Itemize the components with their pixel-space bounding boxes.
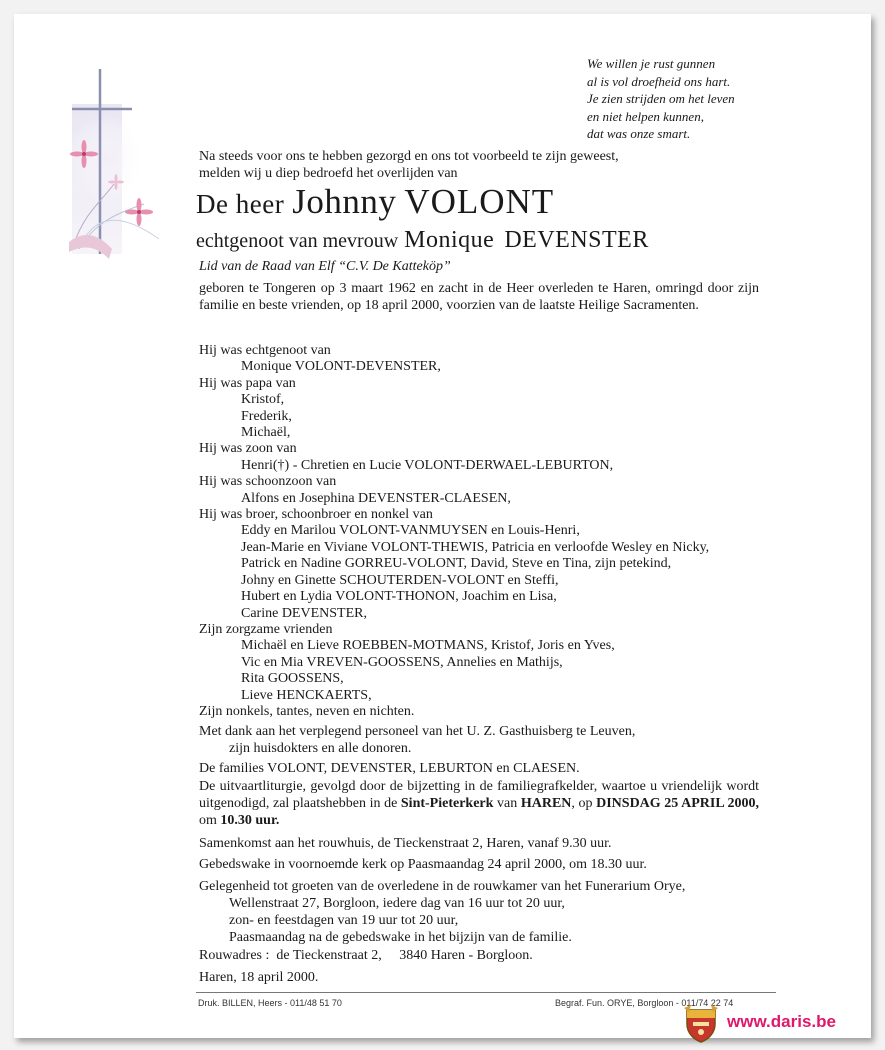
funeral-text-part: , op bbox=[571, 796, 597, 811]
child-entry: Frederik, bbox=[241, 408, 292, 424]
last-name: VOLONT bbox=[404, 182, 555, 221]
greeting-line: Gelegenheid tot groeten van de overledene in de rouwkamer van het Funerarium Orye, bbox=[199, 879, 686, 894]
greeting-line: zon- en feestdagen van 19 uur tot 20 uur, bbox=[229, 913, 459, 928]
greeting-line: Paasmaandag na de gebedswake in het bijzijn van de familie. bbox=[229, 930, 572, 945]
poem-line: We willen je rust gunnen bbox=[587, 56, 716, 71]
sibling-entry: Carine DEVENSTER, bbox=[241, 605, 367, 621]
town-name: HAREN bbox=[520, 796, 572, 811]
child-entry: Kristof, bbox=[241, 392, 285, 408]
deceased-name bbox=[196, 182, 554, 222]
first-name: Johnny bbox=[292, 182, 397, 221]
friend-entry: Vic en Mia VREVEN-GOOSSENS, Annelies en Mathijs, bbox=[241, 654, 563, 670]
mourning-address: Rouwadres : de Tieckenstraat 2, 3840 Haren - Borgloon. bbox=[199, 948, 533, 963]
place-date: Haren, 18 april 2000. bbox=[199, 970, 319, 985]
membership: Lid van de Raad van Elf “C.V. De Katteköp” bbox=[199, 259, 451, 274]
parents-heading: Hij was zoon van bbox=[199, 441, 297, 457]
sibling-entry: Patrick en Nadine GORREU-VOLONT, David, Steve en Tina, zijn petekind, bbox=[241, 556, 672, 572]
funeral-text-part: om bbox=[199, 813, 221, 828]
spouse-line bbox=[196, 227, 649, 254]
spouse-entry: Monique VOLONT-DEVENSTER, bbox=[241, 359, 441, 375]
friend-entry: Lieve HENCKAERTS, bbox=[241, 687, 372, 703]
parents-entry: Henri(†) - Chretien en Lucie VOLONT-DERWAEL-LEBURTON, bbox=[241, 457, 614, 473]
friends-heading: Zijn zorgzame vrienden bbox=[199, 621, 333, 637]
children-heading: Hij was papa van bbox=[199, 375, 296, 391]
child-entry: Michaël, bbox=[241, 425, 291, 441]
thanks-line: zijn huisdokters en alle donoren. bbox=[229, 740, 412, 756]
friend-entry: Michaël en Lieve ROEBBEN-MOTMANS, Kristof, Joris en Yves, bbox=[241, 638, 615, 654]
funeral-text-part: van bbox=[493, 796, 521, 811]
greeting-text bbox=[199, 878, 685, 946]
gathering-line: Samenkomst aan het rouwhuis, de Tieckenstraat 2, Haren, vanaf 9.30 uur. bbox=[199, 836, 612, 851]
spouse-last-name: DEVENSTER bbox=[504, 227, 649, 253]
footer-divider bbox=[196, 992, 776, 993]
sibling-entry: Eddy en Marilou VOLONT-VANMUYSEN en Louis-Henri, bbox=[241, 523, 580, 539]
siblings-heading: Hij was broer, schoonbroer en nonkel van bbox=[199, 507, 433, 523]
family-list bbox=[199, 343, 709, 778]
poem bbox=[587, 55, 735, 143]
printer-credit: Druk. BILLEN, Heers - 011/48 51 70 bbox=[198, 998, 342, 1008]
relatives-line: Zijn nonkels, tantes, neven en nichten. bbox=[199, 703, 415, 719]
spouse-first-name: Monique bbox=[404, 227, 495, 253]
church-name: Sint-Pieterkerk bbox=[400, 796, 494, 811]
spouse-prefix: echtgenoot van mevrouw bbox=[196, 230, 399, 252]
funeral-text bbox=[199, 778, 759, 829]
funeral-time: 10.30 uur. bbox=[220, 813, 280, 828]
crest-icon bbox=[683, 1004, 719, 1044]
poem-line: en niet helpen kunnen, bbox=[587, 108, 704, 124]
undertaker-credit: Begraf. Fun. ORYE, Borgloon - 011/74 22 74 bbox=[555, 998, 734, 1008]
sibling-entry: Hubert en Lydia VOLONT-THONON, Joachim en Lisa, bbox=[241, 589, 557, 605]
inlaws-heading: Hij was schoonzoon van bbox=[199, 474, 337, 490]
sibling-entry: Johny en Ginette SCHOUTERDEN-VOLONT en Steffi, bbox=[241, 572, 559, 588]
inlaws-entry: Alfons en Josephina DEVENSTER-CLAESEN, bbox=[241, 490, 511, 506]
friend-entry: Rita GOOSSENS, bbox=[241, 671, 344, 687]
watermark-url[interactable]: www.daris.be bbox=[727, 1012, 836, 1031]
sibling-entry: Jean-Marie en Viviane VOLONT-THEWIS, Patricia en verloofde Wesley en Nicky, bbox=[241, 539, 710, 555]
intro-line: Na steeds voor ons te hebben gezorgd en ons tot voorbeeld te zijn geweest, bbox=[199, 149, 619, 164]
thanks-line: Met dank aan het verplegend personeel van het U. Z. Gasthuisberg te Leuven, bbox=[199, 724, 636, 740]
poem-line: Je zien strijden om het leven bbox=[587, 91, 735, 106]
funeral-date: DINSDAG 25 APRIL 2000, bbox=[596, 796, 759, 811]
greeting-line: Wellenstraat 27, Borgloon, iedere dag van 16 uur tot 20 uur, bbox=[229, 896, 565, 911]
spouse-heading: Hij was echtgenoot van bbox=[199, 343, 331, 358]
poem-line: dat was onze smart. bbox=[587, 126, 691, 141]
families-line: De families VOLONT, DEVENSTER, LEBURTON en CLAESEN. bbox=[199, 761, 580, 777]
intro-line: melden wij u diep bedroefd het overlijden van bbox=[199, 166, 458, 181]
cross-flowers-illustration bbox=[54, 64, 174, 274]
prayer-line: Gebedswake in voornoemde kerk op Paasmaandag 24 april 2000, om 18.30 uur. bbox=[199, 857, 647, 872]
memorial-card bbox=[14, 14, 871, 1038]
birth-death-text: geboren te Tongeren op 3 maart 1962 en zacht in de Heer overleden te Haren, omringd door zijn familie en beste vrienden, op 18 april 2000, voorzien van de laatste Heilige Sacramenten. bbox=[199, 281, 759, 313]
name-prefix: De heer bbox=[196, 189, 285, 219]
poem-line: al is vol droefheid ons hart. bbox=[587, 73, 731, 89]
intro-text bbox=[199, 148, 619, 182]
funeral-text-part: De uitvaartliturgie, gevolgd door de bijzetting in de familiegrafkelder, waartoe u vriendelijk wordt uitgenodigd, zal plaatshebben in de bbox=[199, 779, 759, 811]
